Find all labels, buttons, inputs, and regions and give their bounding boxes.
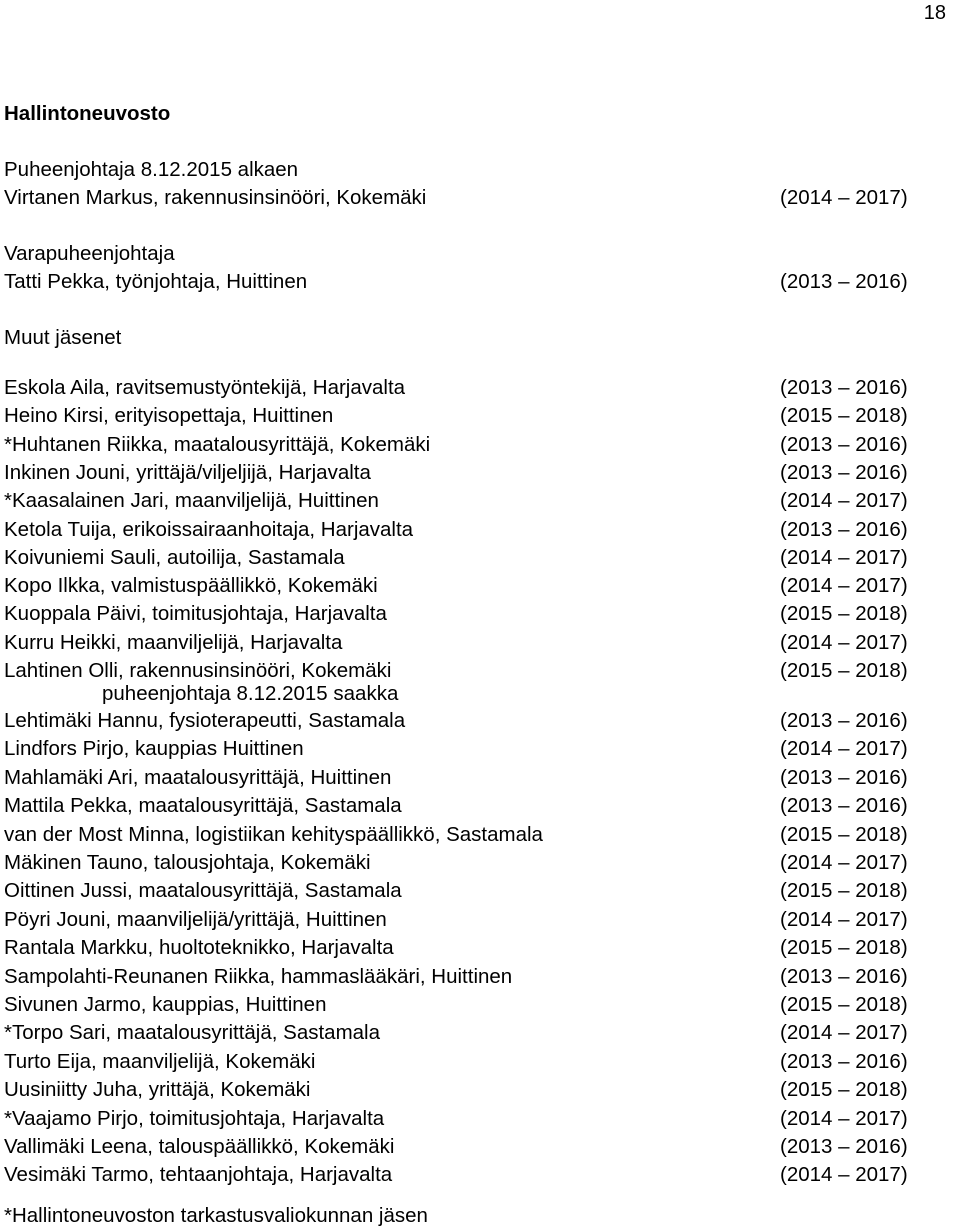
members-heading: Muut jäsenet: [4, 326, 122, 349]
member-name: Sampolahti-Reunanen Riikka, hammaslääkäri, Huittinen: [4, 964, 513, 988]
member-name: Rantala Markku, huoltoteknikko, Harjavalta: [4, 936, 394, 960]
member-name: Oittinen Jussi, maatalousyrittäjä, Sastamala: [4, 879, 402, 903]
member-period: (2015 – 2018): [780, 822, 908, 846]
member-period: (2013 – 2016): [780, 517, 908, 541]
member-name: *Kaasalainen Jari, maanviljelijä, Huittinen: [4, 489, 379, 513]
member-period: (2013 – 2016): [780, 794, 908, 818]
vice-chair-name: Tatti Pekka, työnjohtaja, Huittinen: [4, 270, 308, 293]
chair-name: Virtanen Markus, rakennusinsinööri, Kokemäki: [4, 186, 427, 209]
member-name: Koivuniemi Sauli, autoilija, Sastamala: [4, 545, 345, 569]
member-period: (2014 – 2017): [780, 907, 908, 931]
page-number: 18: [923, 2, 946, 24]
vice-chair-role: Varapuheenjohtaja: [4, 242, 175, 265]
member-name: Ketola Tuija, erikoissairaanhoitaja, Harjavalta: [4, 517, 414, 541]
member-period: (2014 – 2017): [780, 1106, 908, 1130]
member-name: *Vaajamo Pirjo, toimitusjohtaja, Harjavalta: [4, 1106, 385, 1130]
member-period: (2015 – 2018): [780, 404, 908, 428]
member-period: (2013 – 2016): [780, 376, 908, 399]
member-name: Inkinen Jouni, yrittäjä/viljeljijä, Harjavalta: [4, 460, 371, 484]
member-period: (2013 – 2016): [780, 1135, 908, 1158]
page-title: Hallintoneuvosto: [4, 102, 171, 125]
member-name: Eskola Aila, ravitsemustyöntekijä, Harjavalta: [4, 376, 406, 399]
member-name: Uusiniitty Juha, yrittäjä, Kokemäki: [4, 1078, 311, 1102]
member-name: Vesimäki Tarmo, tehtaanjohtaja, Harjavalta: [4, 1163, 393, 1187]
member-period: (2013 – 2016): [780, 765, 908, 789]
member-period: (2013 – 2016): [780, 1049, 908, 1073]
member-period: (2014 – 2017): [780, 737, 908, 761]
vice-chair-period: (2013 – 2016): [780, 270, 908, 293]
member-period: (2013 – 2016): [780, 709, 908, 732]
member-name: Kuoppala Päivi, toimitusjohtaja, Harjavalta: [4, 602, 387, 626]
member-period: (2015 – 2018): [780, 879, 908, 903]
member-period: (2014 – 2017): [780, 630, 908, 654]
member-period: (2015 – 2018): [780, 936, 908, 960]
member-name: Kurru Heikki, maanviljelijä, Harjavalta: [4, 630, 343, 654]
member-name: Kopo Ilkka, valmistuspäällikkö, Kokemäki: [4, 574, 378, 598]
member-name: *Torpo Sari, maatalousyrittäjä, Sastamala: [4, 1021, 381, 1045]
chair-role: Puheenjohtaja 8.12.2015 alkaen: [4, 158, 299, 181]
member-period: (2013 – 2016): [780, 964, 908, 988]
member-name: *Huhtanen Riikka, maatalousyrittäjä, Kokemäki: [4, 432, 431, 456]
member-name: Heino Kirsi, erityisopettaja, Huittinen: [4, 404, 334, 428]
member-period: (2014 – 2017): [780, 545, 908, 569]
footnote: *Hallintoneuvoston tarkastusvaliokunnan jäsen: [4, 1204, 428, 1227]
member-period: (2014 – 2017): [780, 1163, 908, 1187]
member-period: (2014 – 2017): [780, 1021, 908, 1045]
member-period: (2015 – 2018): [780, 602, 908, 626]
member-period: (2014 – 2017): [780, 489, 908, 513]
member-name: Vallimäki Leena, talouspäällikkö, Kokemäki: [4, 1135, 395, 1158]
member-period: (2015 – 2018): [780, 659, 908, 682]
member-name: Mahlamäki Ari, maatalousyrittäjä, Huittinen: [4, 765, 392, 789]
member-period: (2013 – 2016): [780, 432, 908, 456]
member-period: (2013 – 2016): [780, 460, 908, 484]
member-name: Lindfors Pirjo, kauppias Huittinen: [4, 737, 304, 761]
member-name: Mattila Pekka, maatalousyrittäjä, Sastamala: [4, 794, 402, 818]
member-name: van der Most Minna, logistiikan kehityspäällikkö, Sastamala: [4, 822, 543, 846]
member-period: (2015 – 2018): [780, 1078, 908, 1102]
member-note: puheenjohtaja 8.12.2015 saakka: [102, 682, 399, 705]
member-name: Sivunen Jarmo, kauppias, Huittinen: [4, 993, 327, 1016]
member-period: (2014 – 2017): [780, 574, 908, 598]
member-period: (2014 – 2017): [780, 851, 908, 874]
member-period: (2015 – 2018): [780, 993, 908, 1016]
chair-period: (2014 – 2017): [780, 186, 908, 209]
member-name: Lehtimäki Hannu, fysioterapeutti, Sastamala: [4, 709, 406, 732]
member-name: Mäkinen Tauno, talousjohtaja, Kokemäki: [4, 851, 371, 874]
member-name: Turto Eija, maanviljelijä, Kokemäki: [4, 1049, 316, 1073]
member-name: Pöyri Jouni, maanviljelijä/yrittäjä, Huittinen: [4, 907, 387, 931]
member-name: Lahtinen Olli, rakennusinsinööri, Kokemäki: [4, 659, 392, 682]
